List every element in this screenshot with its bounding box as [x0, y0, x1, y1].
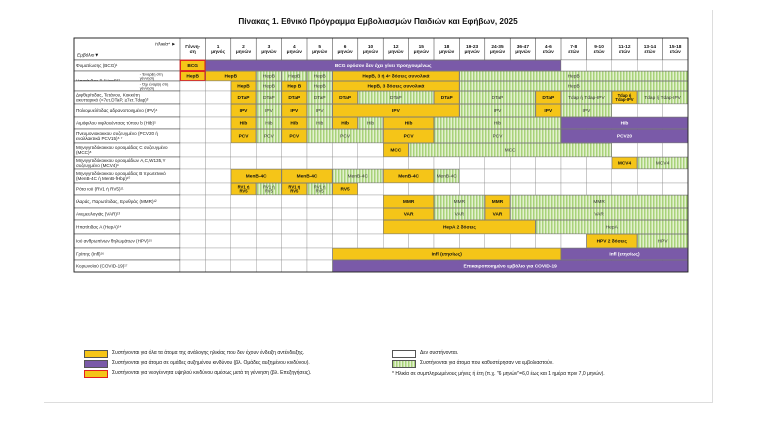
legend-swatch-yellow: [84, 350, 108, 358]
schedule-cell-text: IPV: [265, 109, 273, 115]
legend-swatch-green: [392, 360, 416, 368]
row-label: Γρίπης (Infl)¹⁶: [76, 251, 104, 257]
schedule-cell-text: Infl (ετησίως): [431, 252, 462, 258]
header-col-4: 4 μηνών: [286, 45, 302, 56]
legend-text-green: Συστήνονται για άτομα που καθυστέρησαν να εμβολιαστούν.: [420, 360, 554, 366]
schedule-cell-text: Hib: [316, 121, 324, 127]
schedule-cell-text: DTaP: [390, 96, 402, 102]
schedule-cell-text: RV1 ή RV5: [237, 184, 250, 194]
schedule-cell-text: VAR: [403, 212, 414, 218]
header-col-16: 9-10 ετών: [593, 45, 605, 56]
schedule-cell-text: HepB: [262, 74, 275, 80]
schedule-cell-text: DTaP: [440, 96, 453, 102]
schedule-cell-text: HPV: [657, 239, 668, 245]
schedule-cell-text: RV1 ή RV5: [263, 184, 275, 194]
header-col-0: Γέννη-ση: [185, 45, 201, 56]
schedule-cell-text: MCV4: [655, 161, 670, 167]
schedule-cell-text: PCV: [403, 134, 414, 140]
schedule-cell-text: HepB: [313, 84, 326, 90]
schedule-cell-text: RV1 ή RV5: [288, 184, 301, 194]
schedule-cell-text: MMR: [491, 200, 504, 206]
legend-swatch-purple: [84, 360, 108, 368]
row-label: Ανεμευλογιάς (VAR)¹³: [76, 211, 121, 217]
row-label: Πολιομυελίτιδας αδρανοποιημένο (IPV)⁴: [76, 108, 158, 114]
schedule-cell-text: VAR: [454, 212, 465, 218]
header-col-9: 15 μηνών: [413, 45, 429, 56]
schedule-cell-text: MCC: [390, 148, 402, 154]
row-sublabel: - Έναρξη στη γέννηση: [139, 71, 163, 81]
schedule-cell-text: Hib: [265, 121, 273, 127]
schedule-cell-text: MenB-4C: [398, 174, 419, 180]
row-label: Κορωνοϊού (COVID-19)¹⁷: [76, 263, 128, 269]
schedule-cell-text: PCV: [492, 134, 503, 140]
legend-text-purple: Συστήνονται για άτομα σε ομάδες αυξημένου κινδύνου (βλ. Ομάδες αυξημένου κινδύνου).: [112, 360, 310, 366]
schedule-cell-text: MenB-4C: [347, 174, 368, 180]
schedule-cell-text: VAR: [594, 212, 604, 218]
schedule-cell-text: DTaP: [263, 96, 275, 102]
document-title: Πίνακας 1. Εθνικό Πρόγραμμα Εμβολιασμών Παιδιών και Εφήβων, 2025: [238, 17, 518, 26]
schedule-cell-text: Hib: [290, 121, 299, 127]
schedule-cell-text: PCV: [238, 134, 249, 140]
schedule-cell-text: PCV: [263, 134, 274, 140]
schedule-cell-text: Hib: [341, 121, 349, 127]
schedule-cell-text: HepB: [237, 84, 250, 90]
schedule-cell-text: MMR: [453, 200, 466, 206]
schedule-cell-text: RV5: [340, 187, 350, 193]
schedule-cell-text: Hep B: [287, 84, 302, 90]
header-col-18: 13-14 ετών: [643, 45, 657, 56]
legend-swatch-white: [392, 350, 416, 358]
row-label: Ιού ανθρωπίνων θηλωμάτων (HPV)¹⁵: [76, 238, 152, 244]
schedule-cell-text: HepA: [605, 225, 618, 231]
schedule-cell-text: IPV: [544, 109, 553, 115]
header-col-7: 10 μηνών: [362, 45, 379, 56]
schedule-cell-text: PCV20: [616, 134, 633, 140]
schedule-cell-text: HepB, 3 δόσεις συνολικά: [367, 84, 425, 90]
row-label: Ιλαράς, Παρωτίτιδας, Ερυθράς (MMR)¹²: [76, 199, 157, 205]
header-col-17: 11-12 ετών: [618, 45, 631, 56]
schedule-cell-text: Hib: [493, 121, 502, 127]
schedule-cell-text: IPV: [392, 109, 400, 115]
row-label: Μηνιγγιτιδόκοκκου οροομάδων A,C,W135,Y συζευγμένο (MCV4)⁹: [76, 158, 166, 169]
schedule-cell-text: Επικαιροποιημένο εμβόλιο για COVID-19: [463, 264, 557, 270]
schedule-cell-text: MenB-4C: [245, 174, 267, 180]
row-label: Μηνιγγιτιδόκοκκου οροομάδας C συζευγμένο (MCC)⁸: [76, 145, 168, 156]
header-col-12: 24-35 μηνών: [489, 45, 506, 56]
row-label: Φυματίωσης (BCG)¹: [76, 63, 118, 69]
schedule-cell-text: RV1 ή RV5: [313, 184, 326, 194]
schedule-cell-text: PCV: [340, 134, 351, 140]
schedule-cell-text: HepB: [186, 74, 199, 80]
schedule-cell-text: MenB-4C: [436, 174, 457, 180]
schedule-cell-text: HepB, 3 ή 4ⁿ δόσεις συνολικά: [362, 74, 430, 80]
legend-text-yellow: Συστήνονται για όλα τα άτομα της ανάλογης ηλικίας που δεν έχουν ένδειξη αντένδειξης.: [112, 350, 305, 356]
schedule-cell-text: MenB-4C: [296, 174, 318, 180]
schedule-cell-text: IPV: [290, 109, 299, 115]
schedule-cell-text: Tdap ή Tdap-IPV: [644, 96, 681, 102]
row-label: Πνευμονιοκοκκου συζευγμένο (PCV20 ή εναλλακτικά PCV15)⁶ ⁷: [76, 131, 158, 142]
schedule-cell-text: Hib: [404, 121, 413, 127]
header-col-6: 6 μηνών: [337, 45, 353, 56]
schedule-cell-text: DTaP: [288, 96, 301, 102]
header-col-11: 19-23 μηνών: [464, 45, 480, 56]
schedule-cell-text: BCG εφόσον δεν έχει γίνει προηγουμένως: [334, 64, 432, 70]
schedule-cell-text: DTaP: [313, 96, 326, 102]
header-col-2: 2 μηνών: [235, 45, 252, 56]
row-label: Μηνιγγιτιδόκοκκου οροομάδας B πρωτεϊνικό (MenB-4C ή MenB-fHbp)¹⁰: [76, 171, 166, 182]
header-col-19: 15-18 ετών: [669, 45, 682, 56]
schedule-cell-text: HepA 2 δόσεις: [442, 225, 476, 231]
legend-swatch-red-border: [84, 370, 108, 378]
schedule-cell-text: DTaP: [339, 96, 352, 102]
row-label: Ηπατίτιδας Α (HepA)¹⁴: [76, 224, 122, 230]
schedule-cell-text: HepB: [288, 74, 301, 80]
header-age-label: Ηλικία* ►: [154, 42, 176, 48]
legend-text-red-border: Συστήνονται για νεογέννητα υψηλού κινδύνου αμέσως μετά τη γέννηση (βλ. Επεξηγήσεις).: [112, 370, 312, 376]
schedule-cell-text: HepB: [313, 74, 326, 80]
schedule-cell-text: MCC: [504, 148, 516, 154]
schedule-cell-text: HepB: [224, 74, 238, 80]
header-col-3: 3 μηνών: [261, 45, 277, 56]
schedule-cell-text: Tdap ή Tdap-IPV: [615, 92, 634, 103]
legend-text-white: Δεν συστήνονται.: [420, 350, 459, 356]
row-label: Διφθερίτιδας, Τετάνου, Κοκκύτη ακυτταρικό (<7ετ.DTaP, ≥7ετ.Tdap)³: [76, 92, 149, 103]
schedule-cell-text: MMR: [593, 200, 605, 206]
schedule-cell-text: BCG: [187, 64, 199, 70]
row-label: Ρότα ιού (RV1 ή RV5)¹¹: [76, 186, 124, 192]
document-page: [44, 10, 713, 403]
row-label: Αιμόφιλου ινφλουέντσας τύπου b (Hib)⁵: [76, 120, 156, 126]
schedule-cell-text: Infl (ετησίως): [609, 252, 640, 258]
header-col-5: 5 μηνών: [312, 45, 328, 56]
row-sublabel: - Όχι έναρξη στη γέννηση: [139, 81, 169, 91]
schedule-cell-text: VAR: [492, 212, 503, 218]
schedule-cell-text: Hib: [366, 121, 375, 127]
header-col-8: 12 μηνών: [388, 45, 404, 56]
schedule-cell-text: IPV: [493, 109, 502, 115]
schedule-cell-text: MMR: [402, 200, 415, 206]
schedule-cell-text: Hib: [620, 121, 629, 127]
schedule-cell-text: DTaP: [542, 96, 555, 102]
header-col-13: 36-47 μηνών: [515, 45, 531, 56]
schedule-cell-text: PCV: [289, 134, 300, 140]
schedule-cell-text: DTaP: [237, 96, 250, 102]
schedule-cell-text: HepB: [567, 74, 580, 80]
age-footnote: * Ηλικία σε συμπληρωμένους μήνες ή έτη (π.χ. "6 μηνών"=6,0 έως και 1 ημέρα πριν 7,0 μηνών).: [392, 371, 605, 377]
schedule-cell-text: HepB: [567, 84, 580, 90]
header-col-14: 4-6 ετών: [542, 45, 554, 56]
header-col-1: 1 μηνός: [211, 45, 226, 56]
schedule-table: [44, 10, 712, 402]
schedule-cell-text: MCV4: [617, 161, 632, 167]
schedule-cell-text: IPV: [315, 109, 324, 115]
schedule-cell-text: Tdap ή Tdap-IPV: [568, 96, 605, 102]
schedule-cell-text: Hib: [239, 121, 248, 127]
schedule-cell-text: DTaP: [491, 96, 504, 102]
header-col-10: 18 μηνών: [439, 45, 455, 56]
schedule-cell-text: IPV: [582, 109, 591, 115]
header-col-15: 7-8 ετών: [568, 45, 580, 56]
header-vaccine-label: Εμβόλιο▼: [77, 53, 100, 59]
schedule-cell-text: HPV 2 δόσεις: [596, 239, 628, 245]
schedule-cell-text: HepB: [262, 84, 275, 90]
schedule-cell-text: IPV: [239, 109, 248, 115]
